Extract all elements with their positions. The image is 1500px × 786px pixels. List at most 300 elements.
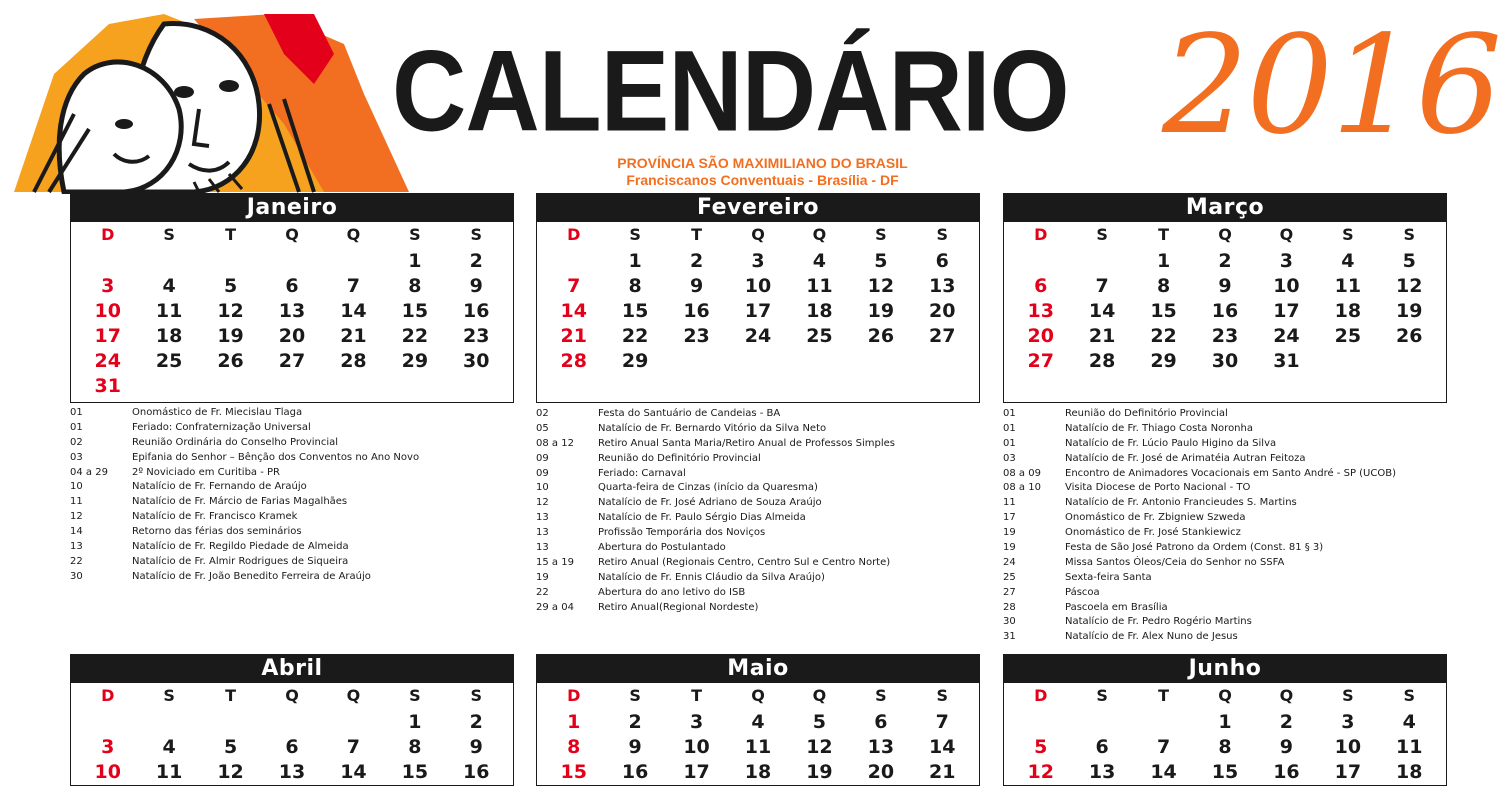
- event-date: 24: [1003, 556, 1016, 568]
- weekday-label: S: [1342, 225, 1354, 244]
- event-text: Natalício de Fr. Antonio Francieudes S. Martins: [1065, 497, 1297, 509]
- event-row: [1003, 556, 1463, 571]
- event-text: Feriado: Carnaval: [598, 467, 686, 479]
- empty-day-cell: [1010, 249, 1071, 274]
- events-list: [1003, 407, 1463, 645]
- day-cell: 11: [1334, 275, 1362, 297]
- day-cell: 28: [1088, 350, 1116, 372]
- empty-day-cell: [446, 374, 507, 399]
- event-row: [1003, 571, 1463, 586]
- day-cell: 7: [346, 275, 361, 297]
- day-cell: 22: [401, 325, 429, 347]
- day-cell: 15: [401, 761, 429, 783]
- event-date: 08 a 12: [536, 437, 574, 449]
- event-text: Onomástico de Fr. Miecislau Tlaga: [132, 407, 303, 418]
- event-text: Reunião do Definitório Provincial: [598, 452, 761, 464]
- event-text: Reunião do Definitório Provincial: [1065, 408, 1228, 419]
- empty-day-cell: [261, 710, 322, 735]
- event-row: [70, 451, 530, 466]
- event-date: 10: [70, 481, 83, 493]
- event-date: 03: [70, 451, 83, 463]
- day-cell: 14: [1150, 761, 1177, 783]
- event-row: [70, 540, 530, 555]
- day-cell: 14: [560, 300, 587, 322]
- day-cell: 31: [94, 375, 121, 397]
- weekday-label: Q: [1279, 686, 1294, 705]
- day-cell: 4: [1341, 250, 1355, 272]
- event-date: 10: [536, 482, 549, 494]
- event-date: 08 a 09: [1003, 467, 1041, 479]
- event-row: [1003, 452, 1463, 467]
- day-cell: 7: [567, 275, 581, 297]
- event-date: 22: [70, 555, 83, 567]
- event-row: [70, 525, 530, 540]
- event-text: Natalício de Fr. Francisco Kramek: [132, 511, 298, 523]
- weekday-label: S: [1342, 686, 1354, 705]
- day-cell: 15: [401, 300, 429, 322]
- day-cell: 12: [217, 300, 244, 322]
- day-cell: 8: [628, 275, 642, 297]
- event-row: [1003, 496, 1463, 511]
- weekday-label: T: [691, 225, 703, 244]
- event-date: 11: [1003, 497, 1016, 509]
- day-cell: 2: [689, 250, 704, 272]
- event-text: Abertura do ano letivo do ISB: [598, 586, 746, 598]
- day-cell: 20: [278, 325, 306, 347]
- event-date: 08 a 10: [1003, 482, 1041, 494]
- day-cell: 15: [1150, 300, 1177, 322]
- weekday-label: S: [163, 686, 175, 705]
- month-maio: [536, 654, 980, 786]
- day-cell: 15: [621, 300, 649, 322]
- month-janeiro: [70, 193, 514, 403]
- day-cell: 13: [1088, 761, 1116, 783]
- empty-day-cell: [912, 349, 973, 374]
- month-grid: [536, 222, 980, 403]
- event-row: [70, 495, 530, 510]
- day-cell: 2: [628, 711, 642, 733]
- weekday-label: T: [1158, 225, 1170, 244]
- day-cell: 1: [408, 250, 422, 272]
- day-cell: 11: [155, 300, 183, 322]
- day-cell: 16: [463, 761, 490, 783]
- event-row: [536, 541, 996, 556]
- subtitle: [560, 155, 965, 189]
- day-cell: 17: [1334, 761, 1362, 783]
- province-name: PROVÍNCIA SÃO MAXIMILIANO DO BRASIL: [617, 155, 908, 171]
- event-date: 04 a 29: [70, 466, 108, 478]
- weekday-label: Q: [1218, 225, 1232, 244]
- event-row: [536, 571, 996, 586]
- day-cell: 3: [751, 250, 765, 272]
- weekday-label: S: [163, 225, 175, 244]
- event-date: 13: [70, 541, 83, 553]
- event-date: 17: [1003, 512, 1016, 524]
- empty-day-cell: [543, 249, 604, 274]
- day-cell: 24: [744, 325, 772, 347]
- day-cell: 5: [1034, 736, 1048, 758]
- month-grid: [536, 683, 980, 786]
- day-cell: 20: [929, 300, 956, 322]
- event-date: 14: [70, 526, 83, 538]
- day-cell: 15: [1211, 761, 1239, 783]
- day-cell: 23: [1211, 325, 1239, 347]
- event-row: [536, 481, 996, 496]
- day-cell: 18: [806, 300, 833, 322]
- event-text: Quarta-feira de Cinzas (início da Quaresma): [598, 482, 818, 494]
- weekday-label: Q: [346, 225, 361, 244]
- day-cell: 12: [1396, 275, 1423, 297]
- event-row: [536, 452, 996, 467]
- day-cell: 18: [1396, 761, 1423, 783]
- event-date: 01: [1003, 437, 1016, 449]
- empty-day-cell: [323, 710, 384, 735]
- event-date: 31: [1003, 631, 1016, 643]
- weekday-label: T: [1158, 686, 1170, 705]
- weekday-label: S: [936, 225, 949, 244]
- event-text: Natalício de Fr. Fernando de Araújo: [132, 481, 307, 493]
- event-row: [536, 437, 996, 452]
- event-text: Natalício de Fr. Thiago Costa Noronha: [1065, 422, 1253, 434]
- empty-day-cell: [384, 374, 445, 399]
- event-row: [70, 421, 530, 436]
- weekday-label: Q: [285, 686, 299, 705]
- event-text: Visita Diocese de Porto Nacional - TO: [1065, 482, 1251, 494]
- event-row: [1003, 541, 1463, 556]
- event-row: [70, 480, 530, 495]
- order-name: Franciscanos Conventuais - Brasília - DF: [626, 172, 899, 188]
- calendar-title: CALENDÁRIO: [392, 26, 1069, 156]
- weekday-label: T: [225, 225, 237, 244]
- event-row: [536, 601, 996, 616]
- event-date: 28: [1003, 601, 1016, 613]
- month-março: [1003, 193, 1447, 403]
- weekday-label: Q: [1218, 686, 1232, 705]
- day-cell: 17: [683, 761, 710, 783]
- day-cell: 25: [806, 325, 833, 347]
- day-cell: 17: [744, 300, 772, 322]
- day-cell: 26: [1396, 325, 1423, 347]
- day-cell: 13: [1027, 300, 1054, 322]
- day-cell: 19: [1396, 300, 1423, 322]
- day-cell: 18: [1334, 300, 1362, 322]
- day-cell: 5: [812, 711, 827, 733]
- day-cell: 9: [689, 275, 704, 297]
- event-row: [536, 467, 996, 482]
- event-text: Natalício de Fr. Lúcio Paulo Higino da Silva: [1065, 437, 1277, 449]
- day-cell: 10: [94, 761, 121, 783]
- event-row: [1003, 481, 1463, 496]
- weekday-label: S: [470, 225, 483, 244]
- day-cell: 14: [340, 761, 367, 783]
- day-cell: 29: [1150, 350, 1177, 372]
- empty-day-cell: [77, 249, 138, 274]
- day-cell: 29: [401, 350, 429, 372]
- day-cell: 20: [867, 761, 895, 783]
- month-title: Fevereiro: [536, 193, 980, 222]
- event-text: Natalício de Fr. José de Arimatéia Autran Feitoza: [1065, 452, 1306, 464]
- day-cell: 16: [621, 761, 649, 783]
- day-cell: 13: [278, 300, 306, 322]
- event-row: [1003, 526, 1463, 541]
- day-cell: 16: [683, 300, 710, 322]
- day-cell: 13: [867, 736, 895, 758]
- event-date: 15 a 19: [536, 556, 574, 568]
- day-cell: 12: [217, 761, 244, 783]
- weekday-label: D: [101, 225, 115, 244]
- event-date: 02: [536, 408, 549, 419]
- day-cell: 25: [1334, 325, 1362, 347]
- events-list: [70, 406, 530, 585]
- day-cell: 9: [1279, 736, 1294, 758]
- day-cell: 24: [1273, 325, 1300, 347]
- empty-day-cell: [261, 374, 322, 399]
- day-cell: 16: [1211, 300, 1239, 322]
- event-text: Natalício de Fr. Paulo Sérgio Dias Almeida: [598, 512, 806, 524]
- empty-day-cell: [77, 710, 138, 735]
- empty-day-cell: [1071, 249, 1132, 274]
- event-text: Natalício de Fr. Ennis Cláudio da Silva Araújo): [598, 571, 825, 583]
- day-cell: 3: [1279, 250, 1294, 272]
- day-cell: 22: [621, 325, 649, 347]
- day-cell: 27: [929, 325, 956, 347]
- day-cell: 3: [101, 275, 115, 297]
- day-cell: 3: [101, 736, 115, 758]
- day-cell: 2: [469, 250, 483, 272]
- day-cell: 21: [929, 761, 956, 783]
- day-cell: 14: [340, 300, 367, 322]
- day-cell: 18: [155, 325, 183, 347]
- event-date: 13: [536, 527, 549, 539]
- day-cell: 21: [1088, 325, 1116, 347]
- weekday-label: S: [470, 686, 483, 705]
- day-cell: 17: [94, 325, 121, 347]
- event-text: Natalício de Fr. José Adriano de Souza Araújo: [598, 497, 822, 509]
- event-date: 02: [70, 436, 83, 448]
- event-date: 12: [70, 511, 83, 523]
- event-date: 13: [536, 542, 549, 554]
- day-cell: 12: [1027, 761, 1054, 783]
- event-text: Sexta-feira Santa: [1065, 571, 1152, 583]
- day-cell: 7: [346, 736, 361, 758]
- event-row: [536, 422, 996, 437]
- weekday-label: Q: [751, 686, 765, 705]
- day-cell: 10: [1334, 736, 1362, 758]
- weekday-label: S: [629, 225, 641, 244]
- month-grid: [70, 222, 514, 403]
- day-cell: 1: [628, 250, 642, 272]
- month-title: Maio: [536, 654, 980, 683]
- day-cell: 18: [744, 761, 772, 783]
- day-cell: 12: [867, 275, 895, 297]
- event-row: [1003, 467, 1463, 482]
- weekday-label: S: [409, 686, 421, 705]
- event-row: [1003, 586, 1463, 601]
- event-text: Feriado: Confraternização Universal: [132, 421, 311, 433]
- weekday-label: Q: [751, 225, 765, 244]
- day-cell: 5: [874, 250, 888, 272]
- day-cell: 6: [285, 275, 299, 297]
- event-text: Natalício de Fr. João Benedito Ferreira de Araújo: [132, 570, 371, 582]
- day-cell: 8: [408, 736, 422, 758]
- day-cell: 7: [1156, 736, 1171, 758]
- event-text: Onomástico de Fr. Zbigniew Szweda: [1065, 512, 1246, 524]
- day-cell: 5: [223, 736, 238, 758]
- event-row: [1003, 407, 1463, 422]
- day-cell: 11: [155, 761, 183, 783]
- day-cell: 23: [463, 325, 490, 347]
- day-cell: 4: [1402, 711, 1416, 733]
- event-row: [70, 570, 530, 585]
- day-cell: 20: [1027, 325, 1054, 347]
- event-row: [70, 436, 530, 451]
- day-cell: 11: [744, 736, 772, 758]
- event-row: [1003, 601, 1463, 616]
- event-text: Missa Santos Óleos/Ceia do Senhor no SSFA: [1065, 556, 1285, 568]
- event-date: 09: [536, 467, 549, 479]
- empty-day-cell: [1317, 349, 1378, 374]
- day-cell: 1: [1218, 711, 1232, 733]
- month-title: Janeiro: [70, 193, 514, 222]
- weekday-label: S: [409, 225, 421, 244]
- event-text: Festa de São José Patrono da Ordem (Const. 81 § 3): [1065, 542, 1324, 554]
- day-cell: 23: [683, 325, 710, 347]
- event-date: 13: [536, 512, 549, 524]
- weekday-label: Q: [346, 686, 361, 705]
- day-cell: 13: [278, 761, 306, 783]
- event-row: [1003, 511, 1463, 526]
- month-junho: [1003, 654, 1447, 786]
- day-cell: 19: [867, 300, 895, 322]
- event-row: [536, 556, 996, 571]
- empty-day-cell: [1133, 710, 1194, 735]
- day-cell: 5: [1402, 250, 1416, 272]
- event-date: 25: [1003, 571, 1016, 583]
- event-text: Natalício de Fr. Regildo Piedade de Almeida: [132, 541, 349, 553]
- event-text: Natalício de Fr. Alex Nuno de Jesus: [1065, 631, 1238, 643]
- weekday-label: Q: [1279, 225, 1294, 244]
- event-row: [536, 526, 996, 541]
- month-abril: [70, 654, 514, 786]
- weekday-label: T: [225, 686, 237, 705]
- weekday-label: D: [567, 686, 581, 705]
- event-date: 09: [536, 452, 549, 464]
- day-cell: 3: [1341, 711, 1355, 733]
- event-text: Festa do Santuário de Candeias - BA: [598, 408, 781, 419]
- empty-day-cell: [200, 374, 261, 399]
- empty-day-cell: [323, 249, 384, 274]
- day-cell: 28: [560, 350, 587, 372]
- day-cell: 30: [463, 350, 490, 372]
- event-text: Encontro de Animadores Vocacionais em Santo André - SP (UCOB): [1065, 467, 1396, 479]
- empty-day-cell: [323, 374, 384, 399]
- empty-day-cell: [138, 710, 199, 735]
- weekday-label: T: [691, 686, 703, 705]
- weekday-label: S: [875, 225, 887, 244]
- day-cell: 8: [1156, 275, 1171, 297]
- event-text: Onomástico de Fr. José Stankiewicz: [1065, 527, 1241, 539]
- event-date: 29 a 04: [536, 601, 574, 613]
- event-date: 19: [536, 571, 549, 583]
- weekday-label: S: [1096, 225, 1108, 244]
- weekday-label: Q: [285, 225, 299, 244]
- day-cell: 17: [1273, 300, 1300, 322]
- event-row: [1003, 630, 1463, 645]
- day-cell: 31: [1273, 350, 1300, 372]
- empty-day-cell: [138, 249, 199, 274]
- weekday-label: D: [1034, 225, 1048, 244]
- day-cell: 8: [567, 736, 581, 758]
- day-cell: 4: [162, 736, 176, 758]
- event-date: 11: [70, 496, 83, 508]
- event-text: Pascoela em Brasília: [1065, 601, 1168, 613]
- event-text: Retiro Anual (Regionais Centro, Centro Sul e Centro Norte): [598, 556, 891, 568]
- event-row: [70, 510, 530, 525]
- day-cell: 16: [1273, 761, 1300, 783]
- day-cell: 3: [689, 711, 704, 733]
- day-cell: 10: [744, 275, 772, 297]
- event-date: 05: [536, 422, 549, 434]
- day-cell: 1: [408, 711, 422, 733]
- event-date: 01: [1003, 422, 1016, 434]
- event-date: 30: [70, 570, 83, 582]
- weekday-label: S: [1403, 686, 1416, 705]
- day-cell: 6: [935, 250, 949, 272]
- empty-day-cell: [1010, 710, 1071, 735]
- empty-day-cell: [200, 249, 261, 274]
- event-row: [536, 496, 996, 511]
- day-cell: 7: [935, 711, 949, 733]
- year-label: 2016: [1162, 7, 1500, 165]
- events-list: [536, 407, 996, 615]
- day-cell: 10: [683, 736, 710, 758]
- weekday-label: S: [1403, 225, 1416, 244]
- event-date: 12: [536, 497, 549, 509]
- day-cell: 14: [1088, 300, 1116, 322]
- weekday-label: Q: [812, 225, 827, 244]
- day-cell: 8: [1218, 736, 1232, 758]
- day-cell: 29: [621, 350, 649, 372]
- event-row: [536, 407, 996, 422]
- month-title: Abril: [70, 654, 514, 683]
- event-text: Páscoa: [1065, 586, 1100, 598]
- event-row: [70, 406, 530, 421]
- empty-day-cell: [200, 710, 261, 735]
- event-date: 27: [1003, 586, 1016, 598]
- day-cell: 6: [1095, 736, 1109, 758]
- day-cell: 9: [469, 736, 483, 758]
- day-cell: 12: [806, 736, 833, 758]
- event-text: Retiro Anual Santa Maria/Retiro Anual de Professos Simples: [598, 437, 895, 449]
- event-row: [1003, 422, 1463, 437]
- empty-day-cell: [1071, 710, 1132, 735]
- day-cell: 2: [1218, 250, 1232, 272]
- month-grid: [1003, 683, 1447, 786]
- day-cell: 9: [469, 275, 483, 297]
- day-cell: 1: [1156, 250, 1171, 272]
- month-title: Março: [1003, 193, 1447, 222]
- day-cell: 27: [1027, 350, 1054, 372]
- day-cell: 6: [874, 711, 888, 733]
- day-cell: 4: [162, 275, 176, 297]
- event-text: Abertura do Postulantado: [598, 542, 726, 554]
- empty-day-cell: [666, 349, 727, 374]
- day-cell: 6: [285, 736, 299, 758]
- weekday-label: S: [629, 686, 641, 705]
- day-cell: 11: [806, 275, 833, 297]
- day-cell: 9: [1218, 275, 1232, 297]
- event-row: [536, 511, 996, 526]
